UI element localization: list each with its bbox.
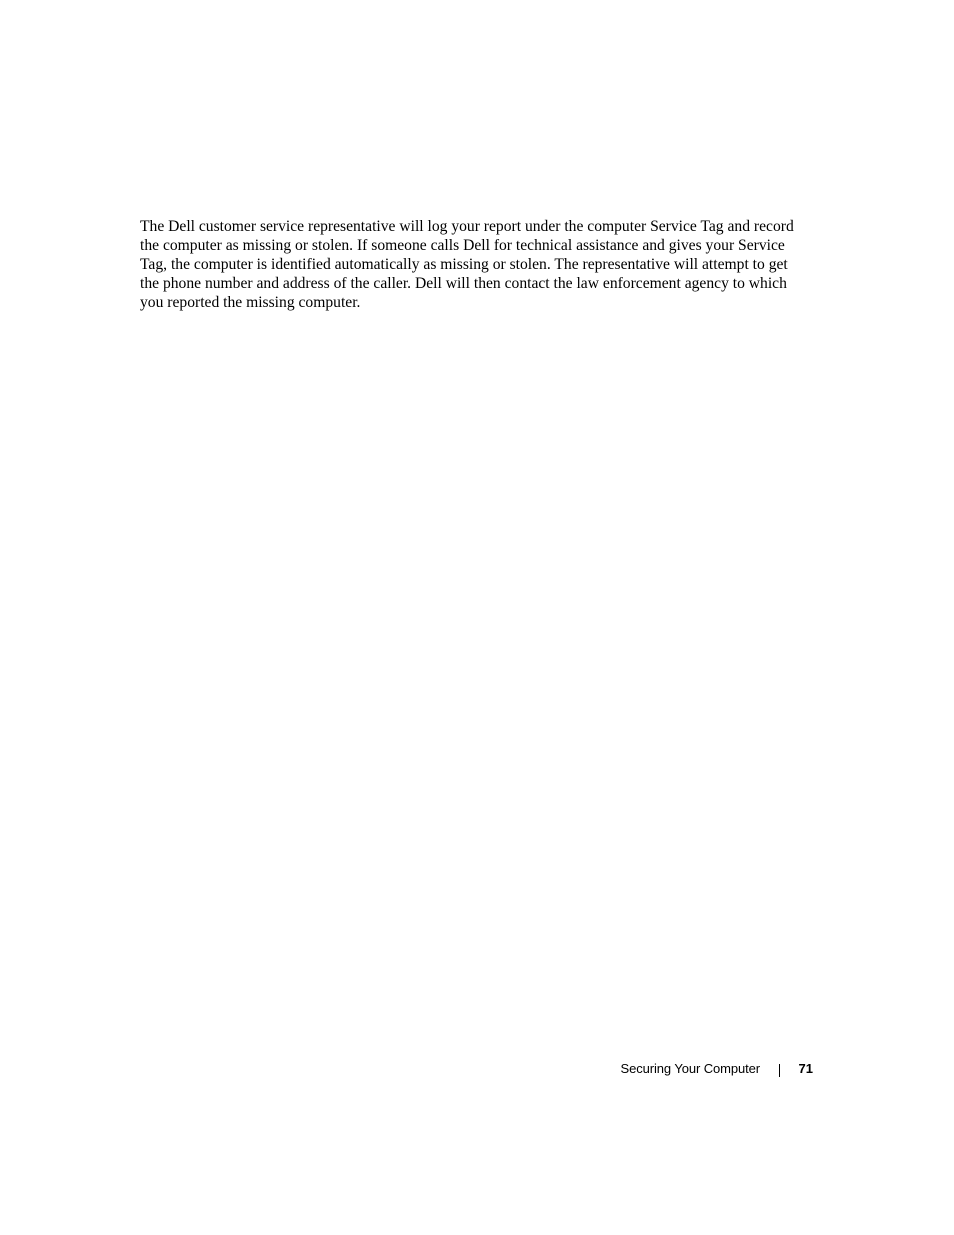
page-footer — [560, 1061, 813, 1081]
paragraph-line: The Dell customer service representative will log your report under the computer Service Tag and record — [140, 218, 794, 235]
paragraph-line: you reported the missing computer. — [140, 293, 361, 311]
footer-section-title: Securing Your Computer — [620, 1061, 760, 1076]
footer-divider — [779, 1064, 780, 1077]
paragraph-line: Tag, the computer is identified automatically as missing or stolen. The representative will attempt to get — [140, 255, 788, 273]
page-number: 71 — [798, 1061, 813, 1076]
paragraph-line: the phone number and address of the caller. Dell will then contact the law enforcement agency to which — [140, 274, 787, 292]
body-paragraph — [140, 218, 812, 313]
paragraph-line: the computer as missing or stolen. If someone calls Dell for technical assistance and gives your Service — [140, 236, 785, 254]
